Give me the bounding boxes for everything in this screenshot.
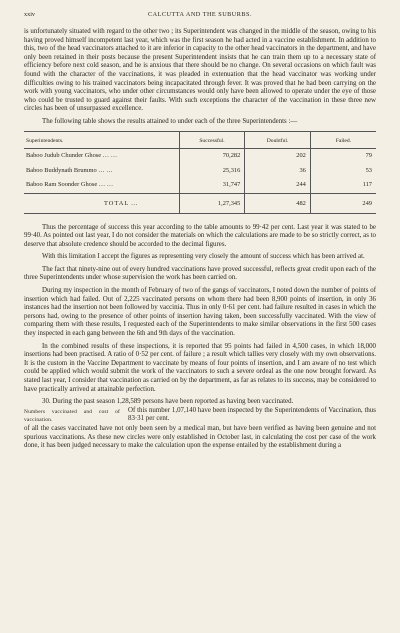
paragraph: is unfortunately situated with regard to the other two ; its Superintendent was changed in the middle of the season, owing to his having proved himself incompetent last year, which was the first season he had acted in a vaccine establishment. In addition to this, two of the head vaccinators attached to it are inferior in capacity to the other head vaccinators in the department, and have only been retained in their posts because the present Superintendent insists that he can train them up to a necessary state of efficiency before next cold season, and he is anxious that there should be no change. On several occasions on which fault was found with the character of the vaccinations, it was pleaded in extenuation that the head vaccinator was working under difficulties owing to his trained vaccinators being incapacitated through fever. It was proved that he had been carrying on the work with young vaccinators, who under other circumstances would only have been allowed to operate under the eye of those who could be trusted to guard against their faults. With such exceptions the character of the vaccination in these three new circles has been of unsurpassed excellence. — [24, 28, 376, 113]
paragraph-30-continued: Of this number 1,07,140 have been inspected by the Superintendents of Vaccination, thus 83·31 per cent. — [128, 406, 376, 423]
page-body — [24, 28, 376, 455]
successful-cell: 25,316 — [179, 164, 245, 179]
running-title: CALCUTTA AND THE SUBURBS. — [147, 11, 253, 18]
paragraph: In the combined results of these inspections, it is reported that 95 points had failed in 4,500 cases, in which 18,000 insertions had been practised. A ratio of 0·52 per cent. of failure ; a result which tallies very closely with my own observations. It is the custom in the Vaccine Department to vaccinate by means of four points of insertion, and I am aware of no test which could be applied which would submit the work of the vaccinators to such a severe ordeal as the one now brought forward. As stated last year, I consider that vaccination as carried on by the department, as far as relates to its success, may be considered to have practically arrived at attainable perfection. — [24, 342, 376, 393]
table-row — [24, 164, 376, 179]
paragraph: The fact that ninety-nine out of every hundred vaccinations have proved successful, reflects great credit upon each of the three Superintendents under whose supervision the work has been carried on. — [24, 265, 376, 282]
successful-cell: 31,747 — [179, 178, 245, 193]
table-total-row — [24, 193, 376, 213]
paragraph: With this limitation I accept the figures as representing very closely the amount of success which has been arrived at. — [42, 253, 365, 261]
superintendent-name: Baboo Ram Soonder Ghose … — [26, 181, 106, 189]
paragraph: The following table shows the results attained to under each of the three Superintendents :— — [42, 117, 298, 125]
leader-dots: … — [106, 181, 115, 189]
total-label: TOTAL — [104, 199, 130, 207]
total-successful-cell: 1,27,345 — [179, 193, 245, 213]
page-header — [24, 11, 376, 21]
table-header-row — [24, 131, 376, 149]
paragraph-30-side-block — [24, 407, 376, 425]
leader-dots: … — [110, 152, 119, 160]
table-row — [24, 149, 376, 164]
total-doubtful-cell: 482 — [245, 193, 311, 213]
superintendent-name: Baboo Buddynath Brummo … — [26, 166, 105, 174]
superintendent-name: Baboo Judub Chunder Ghose … — [26, 152, 110, 160]
paragraph-30-tail: of all the cases vaccinated have not only been seen by a medical man, but have been verified as having been genuine and not spurious vaccinations. As these new circles were only established in October last, in calculating the cost per case of the work done, it has been judged necessary to make the calculation upon the expense entailed by the establishment during a — [24, 424, 376, 450]
failed-cell: 117 — [362, 181, 372, 189]
doubtful-cell: 244 — [245, 178, 311, 193]
leader-dots: … — [106, 166, 114, 174]
doubtful-cell: 202 — [245, 149, 311, 164]
col-header-superintendents: Superintendents. — [24, 131, 179, 149]
paragraph-30-opening: 30. During the past season 1,28,589 persons have been reported as having been vaccinated. — [42, 398, 294, 406]
failed-cell: 53 — [365, 166, 372, 174]
col-header-successful: Successful. — [179, 131, 245, 149]
failed-cell: 79 — [365, 152, 372, 160]
paragraph: During my inspection in the month of February of two of the gangs of vaccinators, I noted down the number of points of insertion which had failed. Out of 2,225 vaccinated persons on whom there had been 8,900 points of insertion, in only 36 instances had the insertion not been followed by vaccinia. Thus in only 0·61 per cent. had failure resulted in cases in which the persons had, owing to the presence of other points of insertion having taken, been successfully vaccinated. With the view of comparing them with these results, I requested each of the Superintendents to make similar observations in the first 500 cases they inspected in each gang between the 6th and 9th days of the vaccination. — [24, 287, 376, 338]
marginal-note: Numbers vaccinated and cost of vaccination. — [24, 408, 120, 424]
doubtful-cell: 36 — [245, 164, 311, 179]
col-header-doubtful: Doubtful. — [245, 131, 311, 149]
table-row — [24, 178, 376, 193]
leader-dots: … — [130, 199, 139, 207]
page-number: xxiv — [24, 11, 36, 18]
successful-cell: 70,282 — [179, 149, 245, 164]
results-table — [24, 131, 376, 214]
total-failed-cell: 249 — [310, 193, 376, 213]
col-header-failed: Failed. — [310, 131, 376, 149]
paragraph: Thus the percentage of success this year according to the table amounts to 99·42 per cent. Last year it was stated to be 99·40. As pointed out last year, I do not consider the materials on which the calculations are made to be so strictly correct, as to deserve that absolute credence should be accorded to the decimal figures. — [24, 223, 376, 248]
